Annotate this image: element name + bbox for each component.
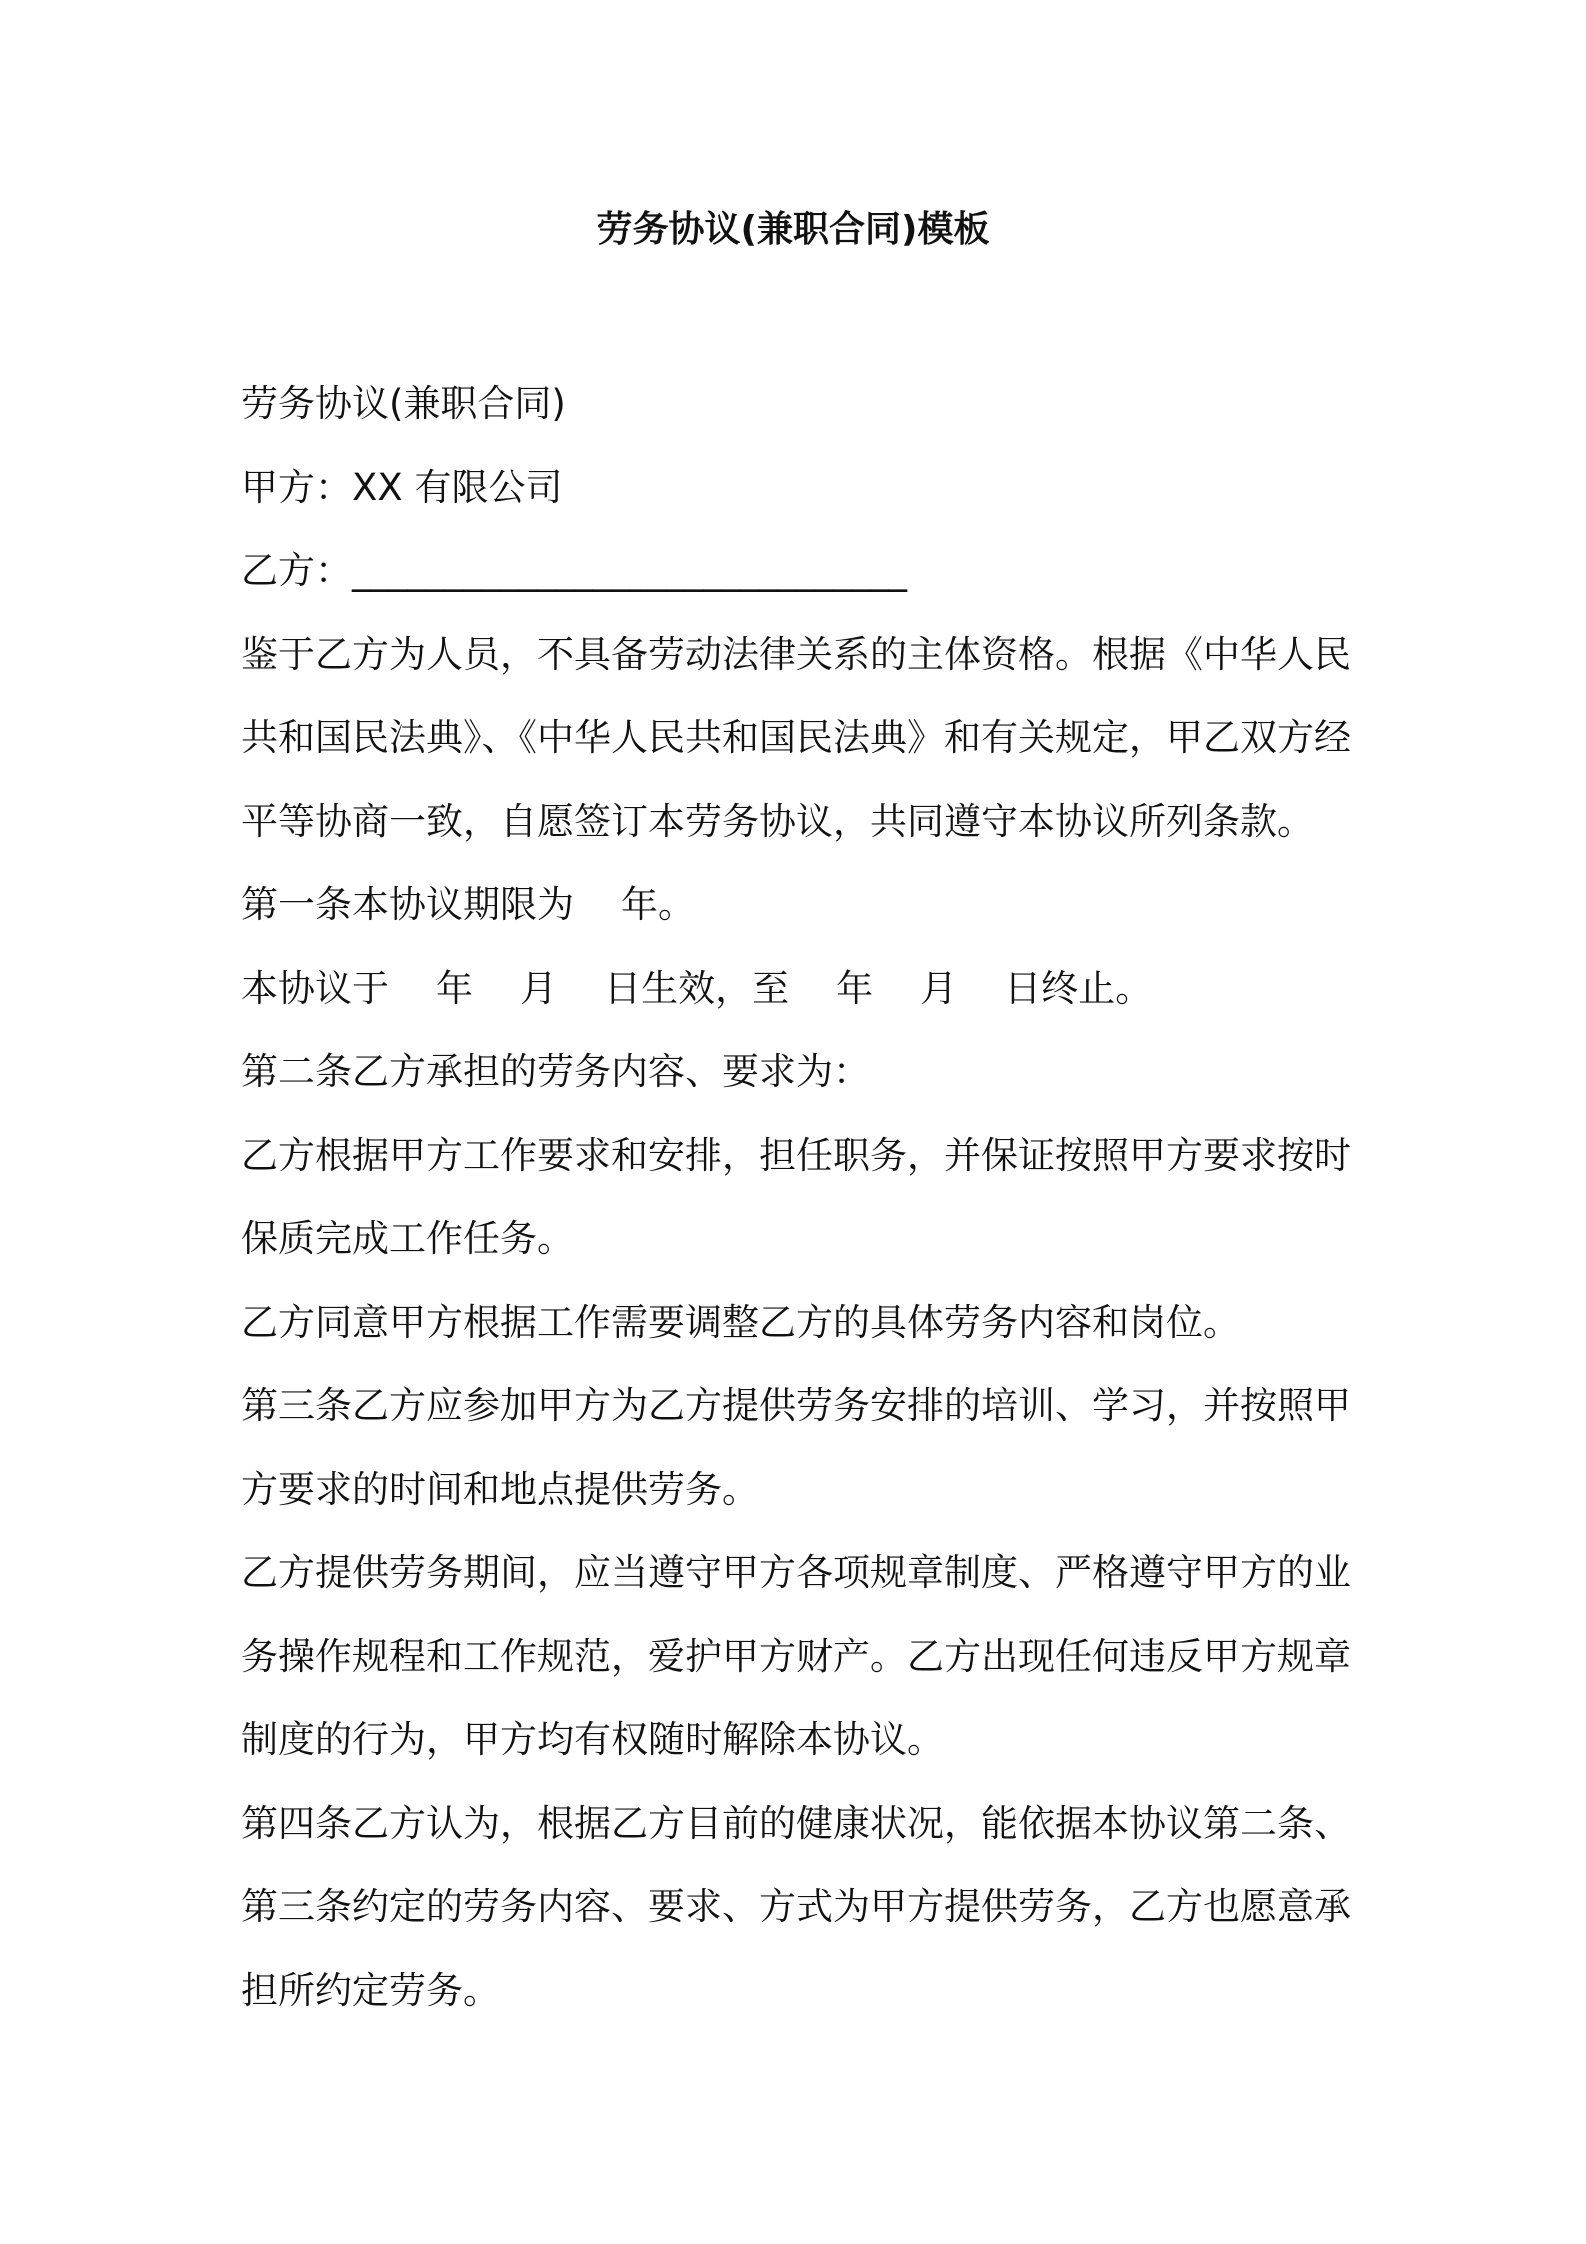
article-3-line-1: 第三条乙方应参加甲方为乙方提供劳务安排的培训、学习，并按照甲 (241, 1384, 1351, 1427)
article-4-line-3: 担所约定劳务。 (241, 1968, 500, 2012)
article-2-line-2: 保质完成工作任务。 (241, 1217, 574, 1260)
preamble-line-1: 鉴于乙方为人员，不具备劳动法律关系的主体资格。根据《中华人民 (241, 632, 1351, 676)
article-3-line-5: 制度的行为，甲方均有权随时解除本协议。 (241, 1718, 944, 1761)
article-3-line-3: 乙方提供劳务期间，应当遵守甲方各项规章制度、严格遵守甲方的业 (241, 1551, 1351, 1594)
article-2-line-3: 乙方同意甲方根据工作需要调整乙方的具体劳务内容和岗位。 (241, 1300, 1240, 1344)
document-body (241, 362, 1357, 2032)
preamble-line-3: 平等协商一致，自愿签订本劳务协议，共同遵守本协议所列条款。 (241, 799, 1314, 843)
article-4-line-2: 第三条约定的劳务内容、要求、方式为甲方提供劳务，乙方也愿意承 (241, 1885, 1351, 1928)
article-1-line-1: 第一条本协议期限为 年。 (241, 883, 696, 926)
article-3-line-2: 方要求的时间和地点提供劳务。 (241, 1467, 759, 1511)
agreement-heading: 劳务协议(兼职合同) (241, 382, 566, 425)
article-2-line-1: 乙方根据甲方工作要求和安排，担任职务，并保证按照甲方要求按时 (241, 1133, 1351, 1177)
document-title: 劳务协议(兼职合同)模板 (596, 209, 990, 250)
article-1-line-2: 本协议于 年 月 日生效，至 年 月 日终止。 (241, 966, 1153, 1010)
party-a-line: 甲方：XX 有限公司 (241, 465, 563, 509)
article-3-line-4: 务操作规程和工作规范，爱护甲方财产。乙方出现任何违反甲方规章 (241, 1634, 1351, 1678)
article-2-heading: 第二条乙方承担的劳务内容、要求为： (241, 1050, 870, 1093)
preamble-line-2: 共和国民法典》、《中华人民共和国民法典》和有关规定，甲乙双方经 (241, 716, 1351, 759)
article-4-line-1: 第四条乙方认为，根据乙方目前的健康状况，能依据本协议第二条、 (241, 1801, 1351, 1845)
party-b-line: 乙方：______________________________ (241, 549, 907, 592)
